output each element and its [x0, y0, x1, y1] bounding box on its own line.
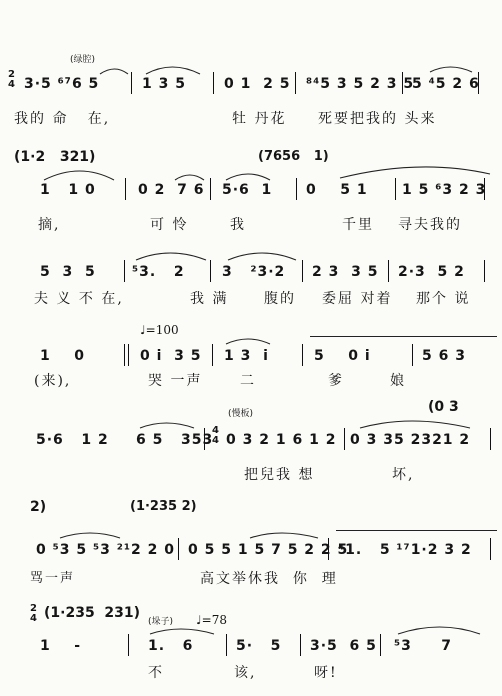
measure-5-notes: 2·3 5 2: [398, 264, 465, 280]
lyric-line: 哭 一声: [148, 373, 203, 389]
measure-3-notes: 3 ²3·2: [222, 264, 286, 280]
lyric-line: 委屈 对着: [322, 291, 393, 307]
lyric-line: 坏,: [392, 467, 415, 483]
bracket-phrase: (1·235 2): [130, 499, 197, 514]
continuation-bracket: [336, 530, 497, 531]
slur-marks: [0, 540, 502, 600]
measure-4-notes: 5 0 i: [314, 348, 371, 364]
measure-2-notes: 0 2 7 6: [138, 182, 205, 198]
lyric-line: 二: [240, 373, 256, 389]
measure-2-notes: 0 5 5 1 5 7 5 2 2 5: [188, 542, 349, 558]
lyric-line: 呀!: [314, 665, 338, 681]
measure-5-notes: 1 5 ⁶3 2 3: [402, 182, 487, 198]
measure-1-notes: 1 1 0: [40, 182, 96, 198]
measure-5-notes: 5 6 3: [422, 348, 466, 364]
measure-1-notes: 1 0: [40, 348, 85, 364]
lyric-line: 我的 命 在,: [14, 111, 111, 127]
slur-marks: [0, 74, 502, 134]
intro-phrase: (1·2 321): [14, 149, 96, 165]
lyric-line: 腹的: [264, 291, 296, 307]
lyric-line: 娘: [390, 373, 406, 389]
tempo-marking: ♩=100: [140, 323, 179, 337]
intro-phrase: (0 3: [428, 399, 459, 415]
time-signature: 2 4: [8, 69, 15, 90]
intro-phrase: (1·235 231): [44, 605, 141, 621]
measure-4-notes: 0 5 1: [306, 182, 368, 198]
lyric-line: 摘,: [38, 217, 61, 233]
lyric-line: 骂一声: [30, 571, 76, 586]
measure-2-notes: 0 i 3 5: [140, 348, 202, 364]
lyric-line: 我: [230, 217, 246, 233]
continuation-bracket: [310, 336, 497, 337]
measure-3-notes: 5·6 1: [222, 182, 273, 198]
measure-2-notes: 6 5 353: [136, 432, 214, 448]
measure-1-notes: 5 3 5: [40, 264, 96, 280]
measure-5-notes: 5 ⁴5 2 6: [412, 76, 480, 92]
measure-2-notes: 1 3 5: [142, 76, 186, 92]
lyric-line: 该,: [234, 665, 257, 681]
lyric-line: 死要把我的 头来: [318, 111, 437, 127]
measure-3-notes: 0 3 2 1 6 1 2: [226, 432, 337, 448]
lyric-line: 高文举休我 你 理: [200, 571, 338, 587]
measure-3-notes: 5· 5: [236, 638, 282, 654]
measure-3-notes: 1 3 i: [224, 348, 269, 364]
measure-5-notes: ⁵3 7: [394, 638, 452, 654]
slur-marks: [0, 346, 502, 406]
measure-1-notes: 5·6 1 2: [36, 432, 109, 448]
lyric-line: 不: [148, 665, 164, 681]
time-signature: 4 4: [212, 425, 219, 446]
lyric-line: 可 怜: [150, 217, 189, 233]
measure-3-notes: 0 1 2 5: [224, 76, 291, 92]
tempo-marking: ♩=78: [196, 613, 227, 627]
lyric-line: 把兒我 想: [244, 467, 315, 483]
slur-marks: [0, 430, 502, 490]
measure-2-notes: ⁵3. 2: [132, 264, 185, 280]
lyric-line: (来),: [34, 373, 72, 389]
slur-marks: [0, 636, 502, 696]
section-marking: (慢板): [228, 409, 254, 419]
lyric-line: 夫 义 不 在,: [34, 291, 124, 307]
measure-3-notes: ⁴1. 5 ¹⁷1·2 3 2: [338, 542, 472, 558]
measure-4-notes: ⁸⁴5 3 5 2 3 5: [306, 76, 415, 92]
lyric-line: 寻夫我的: [398, 217, 462, 233]
section-marking: (垛子): [148, 617, 174, 627]
slur-marks: [0, 180, 502, 240]
measure-1-notes: 3·5 ⁶⁷̄6 5: [24, 76, 100, 92]
lyric-line: 爹: [328, 373, 344, 389]
section-marking: (绿腔): [70, 55, 96, 65]
lyric-line: 我 满: [190, 291, 229, 307]
measure-4-notes: 3·5 6 5: [310, 638, 377, 654]
lyric-line: 千里: [342, 217, 374, 233]
lyric-line: 那个 说: [416, 291, 471, 307]
measure-2-notes: 1. 6: [148, 638, 194, 654]
measure-4-notes: 0 3 35 2321 2: [350, 432, 471, 448]
measure-4-notes: 2 3 3 5: [312, 264, 379, 280]
time-signature: 2 4: [30, 603, 37, 624]
lyric-line: 牡 丹花: [232, 111, 287, 127]
bracket-phrase: (7656 1): [258, 149, 329, 164]
measure-1-notes: 1 -: [40, 638, 82, 654]
intro-phrase: 2): [30, 499, 47, 515]
measure-1-notes: 0 ⁵3 5 ⁵3 ²¹2 2 0: [36, 542, 175, 558]
slur-marks: [0, 262, 502, 322]
